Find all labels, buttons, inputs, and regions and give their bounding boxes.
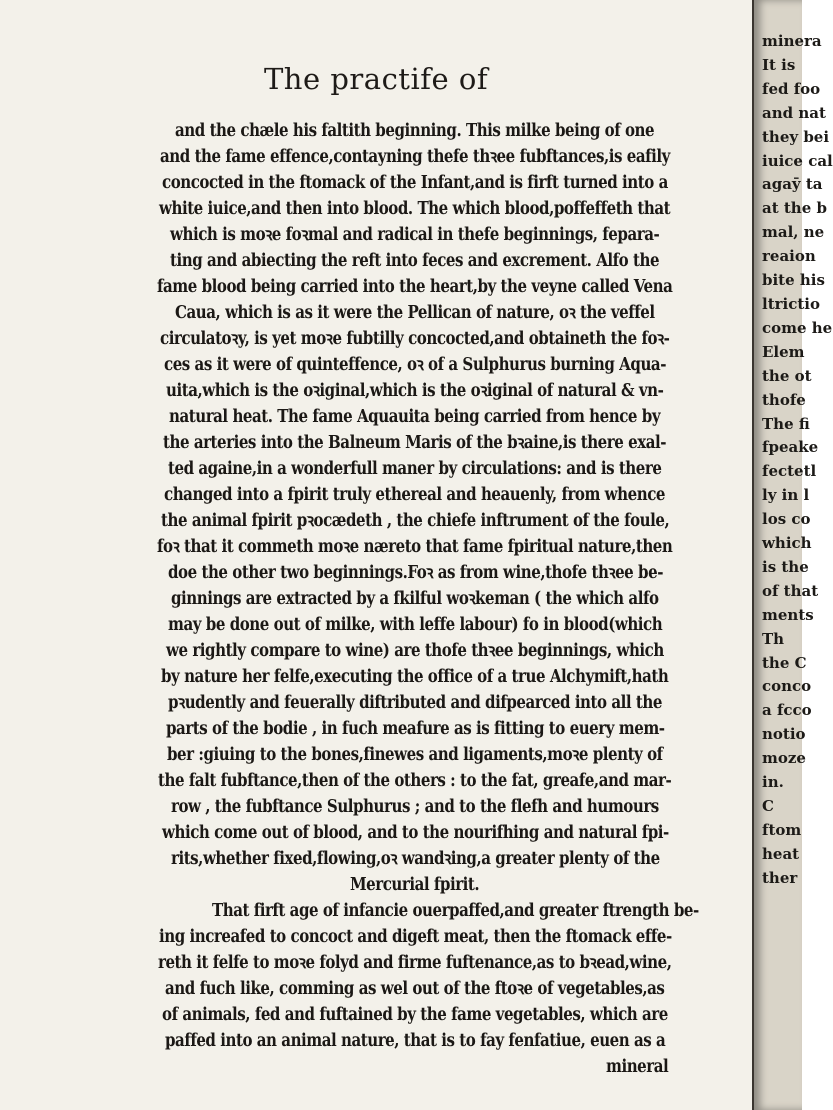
facing-page-text — [762, 30, 833, 891]
facing-line: is the — [762, 557, 809, 576]
facing-line: and nat — [762, 103, 826, 122]
facing-line: they bei — [762, 127, 830, 146]
facing-line: the ot — [762, 366, 812, 385]
facing-line: It is — [762, 55, 796, 74]
facing-line: fectetl — [762, 462, 817, 481]
facing-line: C — [762, 797, 774, 815]
facing-line: come he — [762, 318, 833, 337]
facing-line: ments — [762, 605, 814, 624]
facing-line: minera — [762, 32, 822, 50]
facing-line: agaȳ ta — [762, 175, 823, 194]
facing-line: los co — [762, 510, 811, 529]
facing-line: notio — [762, 725, 806, 744]
facing-line: ltrictio — [762, 294, 820, 313]
facing-line: the C — [762, 653, 807, 672]
facing-line: heat — [762, 844, 800, 863]
facing-line: ly in l — [762, 486, 810, 505]
facing-line: fed foo — [762, 79, 821, 98]
facing-line: which — [762, 534, 812, 553]
facing-line: ther — [762, 868, 798, 887]
running-head: The practife of — [263, 62, 489, 96]
facing-line: iuice cal — [762, 151, 833, 170]
facing-line: thofe — [762, 390, 806, 409]
facing-line: mal, ne — [762, 223, 825, 242]
facing-line: ftom — [762, 820, 802, 839]
body-text: and the chæle his faltith beginning. This milke being of one and the fame effence,contayning thefe thꝛee fubftances,is eafily concocted in the ftomack of the Infant,and is firft turned into a white iuice,and then into blood. The which blood,poffeffeth that which is moꝛe foꝛmal and radical in thefe beginnings, fepara- ting and abiecting the reft into feces and excrement. Alfo the fame blood being carried into the heart,by the veyne called Vena Caua, which is as it were the Pellican of nature, oꝛ the veffel circulatoꝛy, is yet moꝛe fubtilly concocted,and obtaineth the foꝛ- ces as it were of quinteffence, oꝛ of a Sulphurus burning Aqua- uita,which is the oꝛiginal,which is the oꝛiginal of natural & vn- natural heat. The fame Aquauita being carried from hence by the arteries into the Balneum Maris of the bꝛaine,is there exal- ted againe,in a wonderfull maner by circulations: and is there changed into a fpirit truly ethereal and heauenly, from whence the animal fpirit pꝛocædeth , the chiefe inftrument of the foule, foꝛ that it commeth moꝛe næreto that fame fpiritual nature,then doe the other two beginnings.Foꝛ as from wine,thofe thꝛee be- ginnings are extracted by a fkilful woꝛkeman ( the which alfo may be done out of milke, with leffe labour) fo in blood(which we rightly compare to wine) are thofe thꝛee beginnings, which by nature her felfe,executing the office of a true Alchymift,hath pꝛudently and feuerally diftributed and difpearced into all the parts of the bodie , in fuch meafure as is fitting to euery mem- ber :giuing to the bones,finewes and ligaments,moꝛe plenty of the falt fubftance,then of the others : to the fat, greafe,and mar- row , the fubftance Sulphurus ; and to the flefh and humours which come out of blood, and to the nourifhing and natural fpi- rits,whether fixed,flowing,oꝛ wandꝛing,a greater plenty of the Mercurial fpirit. That firft age of infancie ouerpaffed,and greater ftrength be- ing increafed to concoct and digeft meat, then the ftomack effe- reth it felfe to moꝛe folyd and firme fuftenance,as to bꝛead,wine, and fuch like, comming as wel out of the ftoꝛe of vegetables,as of animals, fed and fuftained by the fame vegetables, which are paffed into an animal nature, that is to fay fenfatiue, euen as a mineral — [157, 121, 699, 1077]
facing-line: moze — [762, 749, 806, 768]
facing-line: Th — [762, 629, 785, 648]
facing-line: bite his — [762, 271, 825, 290]
facing-line: in. — [762, 773, 784, 792]
facing-line: a fcco — [762, 701, 812, 720]
facing-page-edge — [752, 0, 833, 1110]
facing-line: of that — [762, 581, 819, 600]
facing-line: fpeake — [762, 438, 819, 457]
facing-line: reaion — [762, 247, 816, 266]
facing-line: at the b — [762, 199, 827, 218]
facing-line: Elem — [762, 342, 805, 361]
facing-line: The fi — [762, 414, 810, 433]
facing-line: conco — [762, 677, 812, 696]
